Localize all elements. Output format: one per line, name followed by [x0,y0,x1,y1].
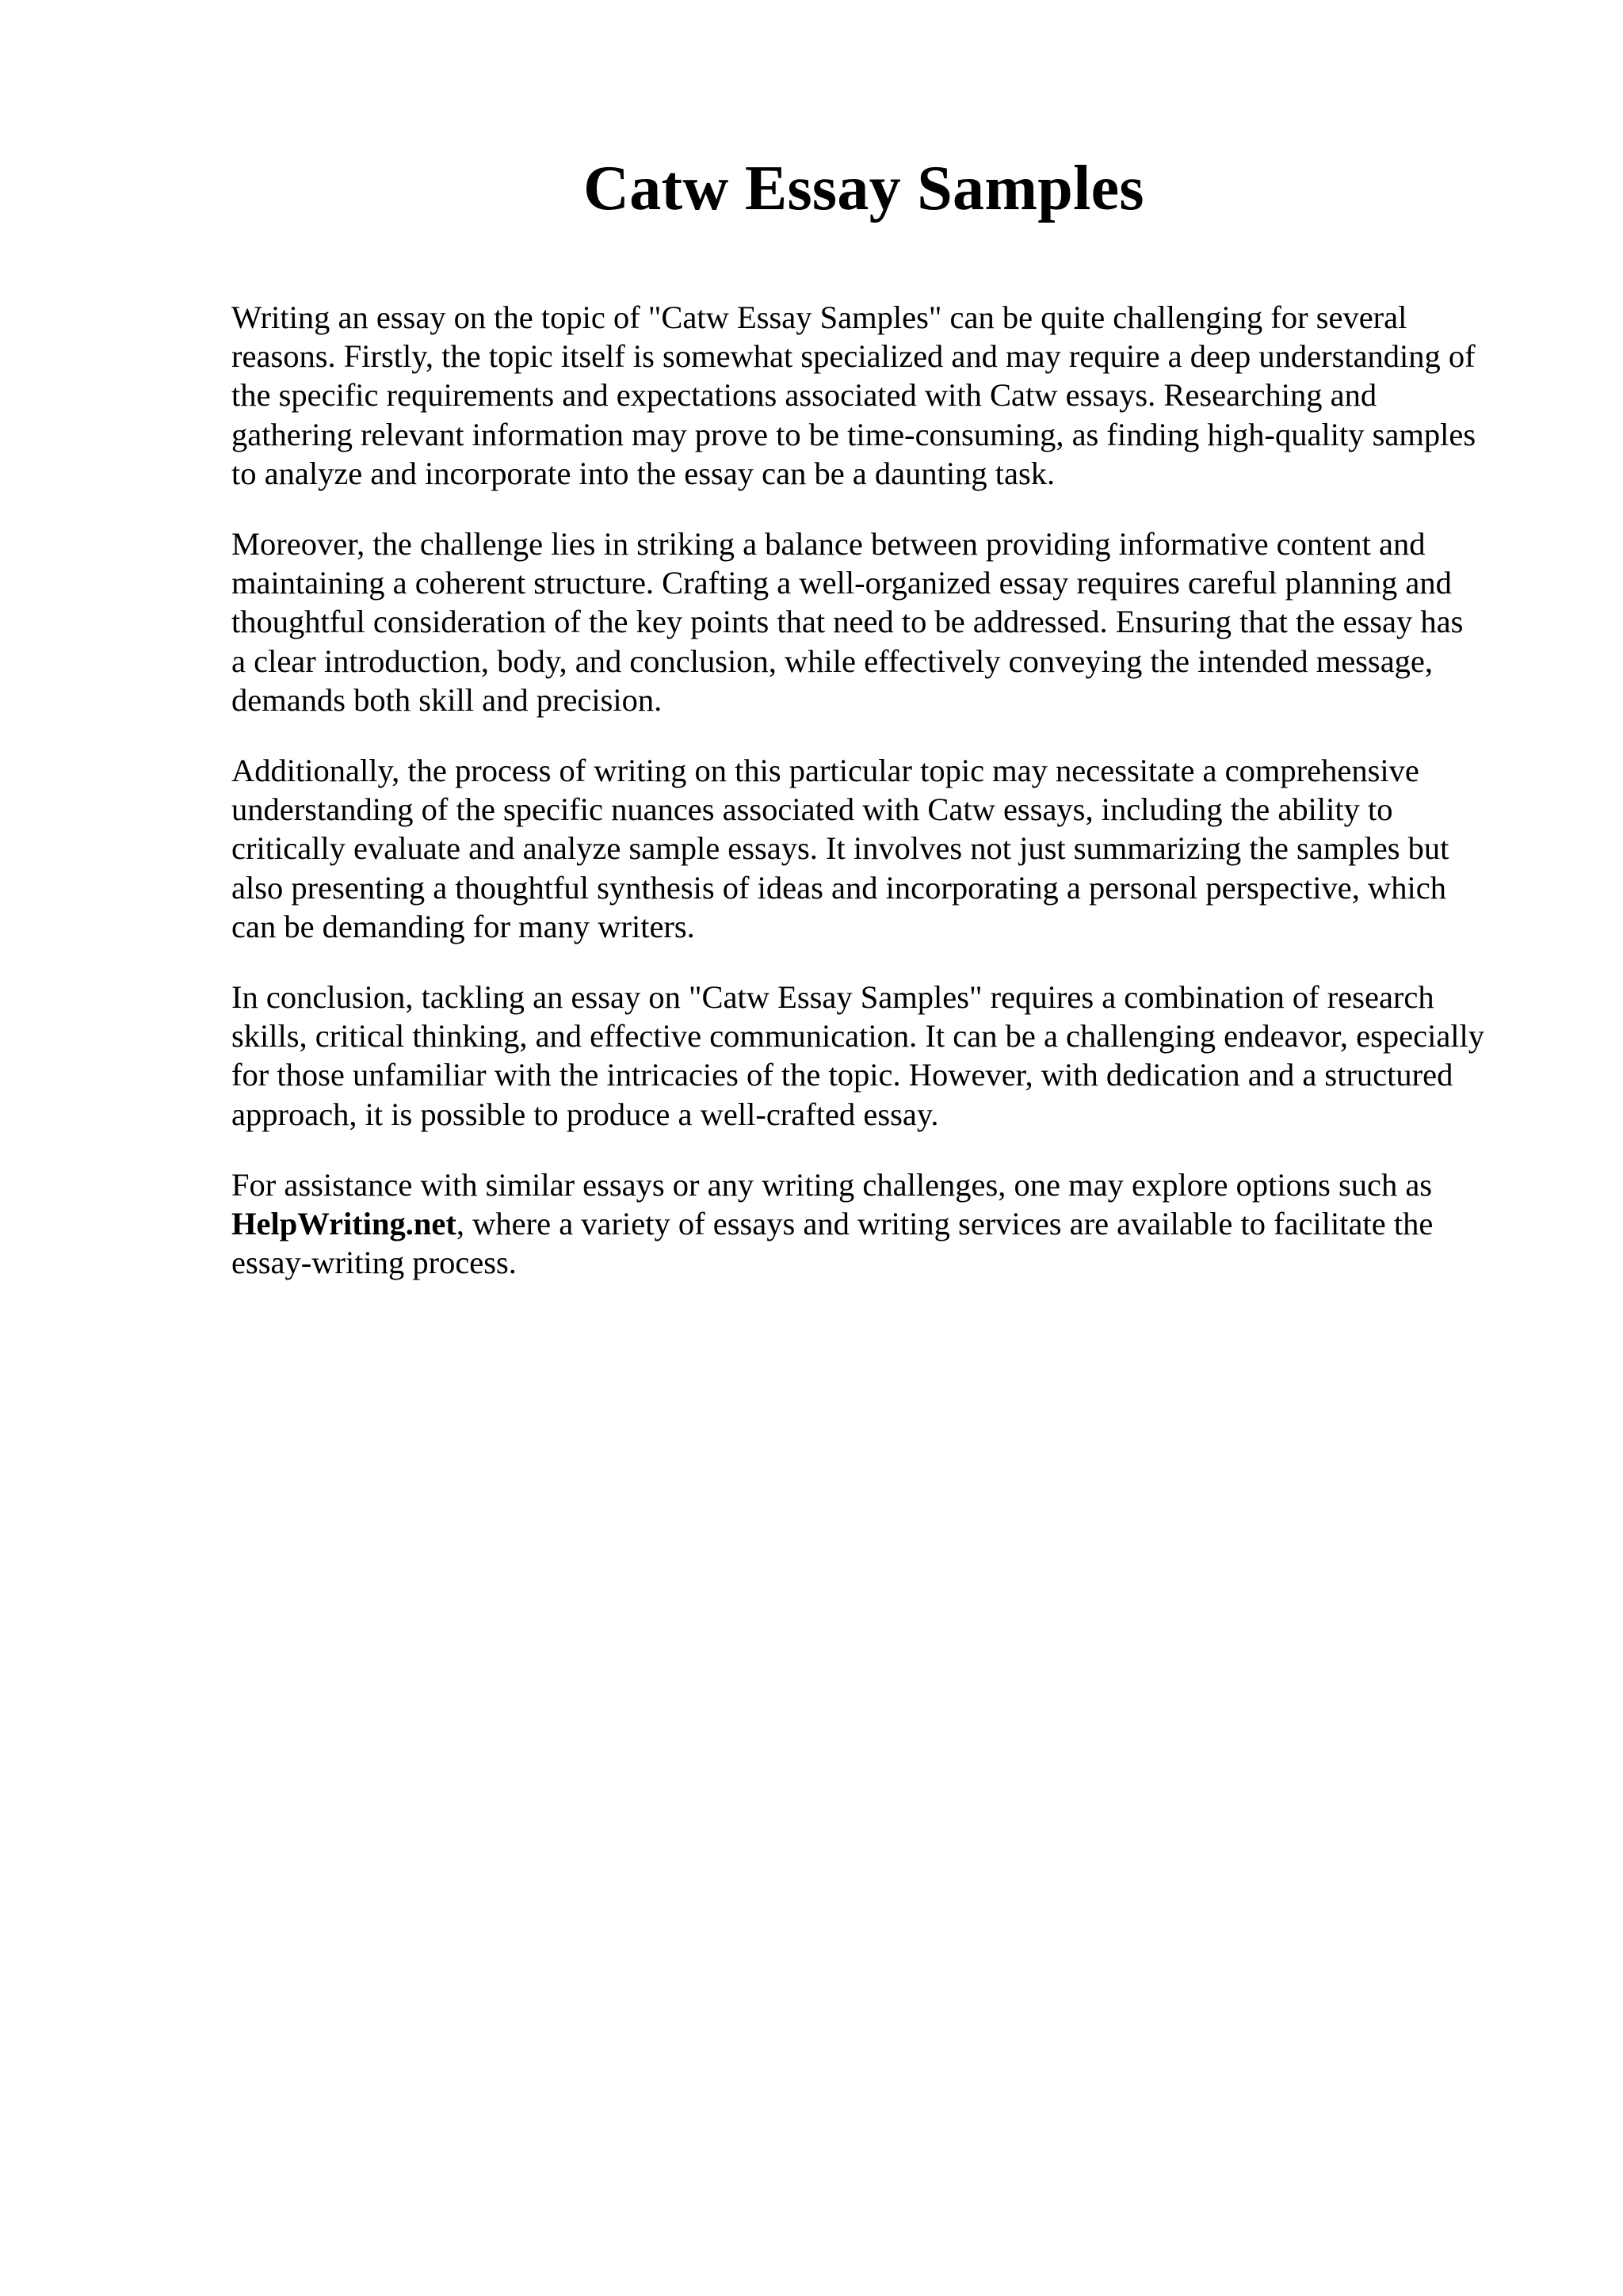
document-body [231,298,1523,1314]
paragraph-line: to analyze and incorporate into the essay can be a daunting task. [231,455,1056,491]
paragraph-line: In conclusion, tackling an essay on "Catw Essay Samples" requires a combination of research [231,979,1434,1016]
paragraph-4 [231,978,1523,1134]
paragraph-2 [231,524,1523,719]
helpwriting-link[interactable]: HelpWriting.net [231,1206,456,1242]
paragraph-line: understanding of the specific nuances associated with Catw essays, including the ability to [231,791,1393,828]
paragraph-line: For assistance with similar essays or any writing challenges, one may explore options such as [231,1166,1433,1203]
paragraph-line: gathering relevant information may prove to be time-consuming, as finding high-quality samples [231,416,1476,452]
paragraph-line: reasons. Firstly, the topic itself is somewhat specialized and may require a deep understanding of [231,338,1476,375]
paragraph-line-rest: , where a variety of essays and writing services are available to facilitate the [456,1206,1434,1242]
paragraph-line: Moreover, the challenge lies in striking a balance between providing informative content and [231,526,1426,563]
paragraph-line: also presenting a thoughtful synthesis of ideas and incorporating a personal perspective, which [231,869,1446,906]
document-title: Catw Essay Samples [583,154,1144,223]
paragraph-line: approach, it is possible to produce a well-crafted essay. [231,1096,939,1132]
paragraph-line [231,1204,1523,1243]
paragraph-closing [231,1165,1523,1283]
paragraph-1 [231,298,1523,493]
paragraph-line: maintaining a coherent structure. Crafting a well-organized essay requires careful planning and [231,565,1452,601]
paragraph-line: critically evaluate and analyze sample essays. It involves not just summarizing the samples but [231,830,1449,867]
paragraph-line: the specific requirements and expectations associated with Catw essays. Researching and [231,377,1377,414]
paragraph-line: essay-writing process. [231,1245,517,1281]
paragraph-line: for those unfamiliar with the intricacies of the topic. However, with dedication and a structured [231,1057,1453,1093]
paragraph-line: a clear introduction, body, and conclusion, while effectively conveying the intended message, [231,643,1434,679]
paragraph-line: can be demanding for many writers. [231,908,695,944]
paragraph-line: Writing an essay on the topic of "Catw Essay Samples" can be quite challenging for several [231,299,1407,335]
paragraph-line: thoughtful consideration of the key points that need to be addressed. Ensuring that the essay has [231,604,1464,640]
paragraph-line: Additionally, the process of writing on this particular topic may necessitate a comprehensive [231,753,1419,789]
paragraph-line: demands both skill and precision. [231,681,663,718]
paragraph-3 [231,751,1523,946]
paragraph-line: skills, critical thinking, and effective communication. It can be a challenging endeavor, especially [231,1018,1485,1055]
